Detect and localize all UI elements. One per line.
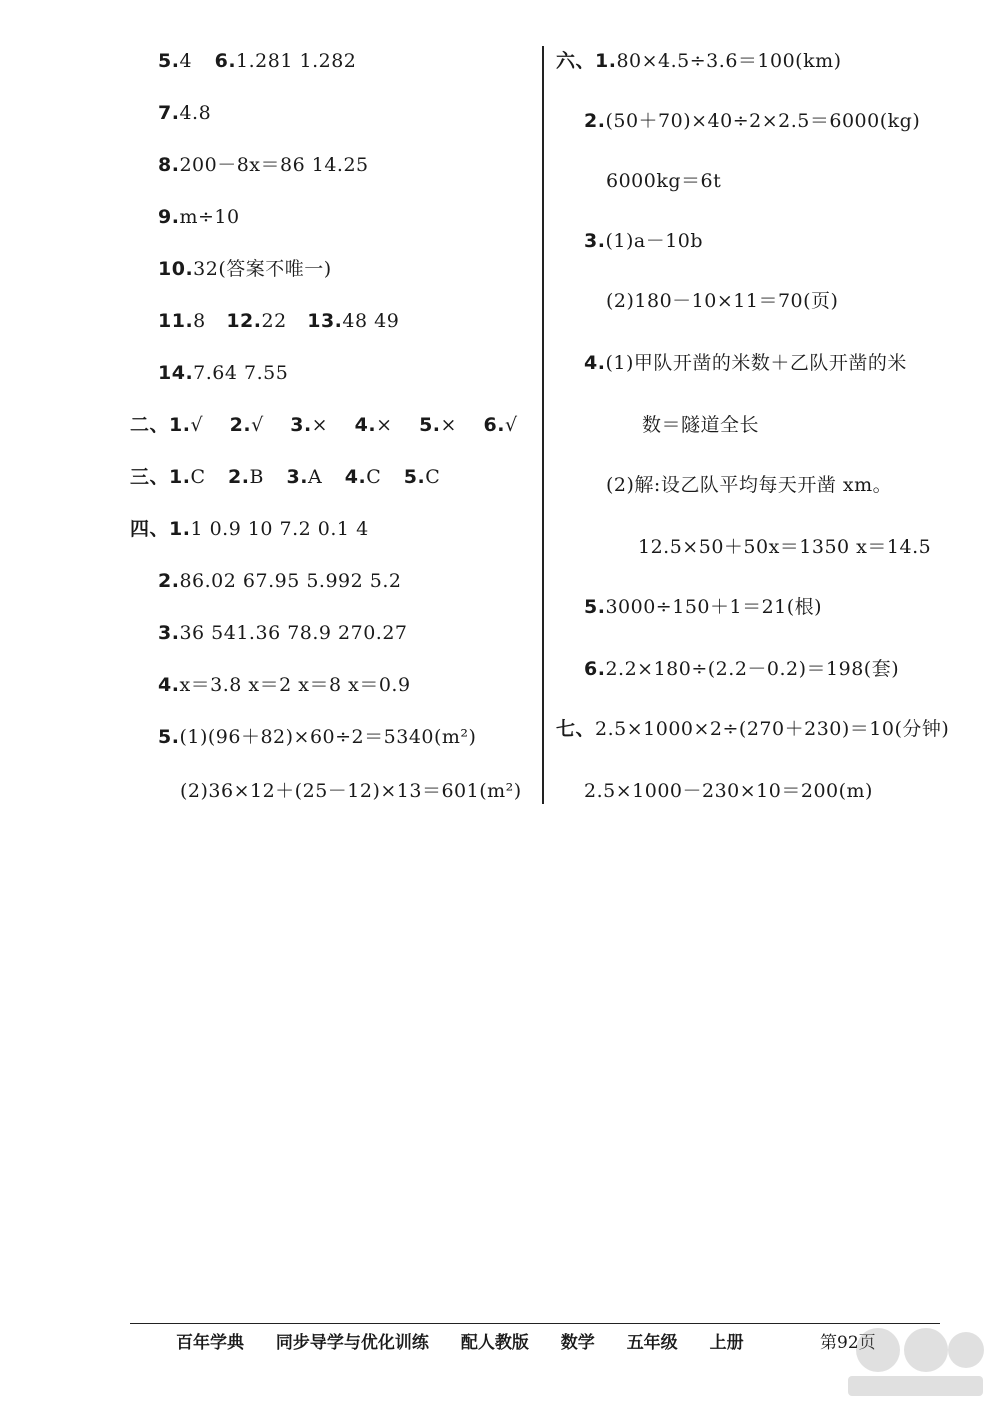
item-label: 4. — [158, 674, 180, 696]
answer-line — [642, 412, 759, 438]
answer-line — [158, 672, 411, 698]
item-label: 5. — [584, 596, 606, 618]
item-text: (1)甲队开凿的米数＋乙队开凿的米 — [605, 352, 907, 374]
item-label: 8. — [158, 154, 180, 176]
answer-line — [584, 350, 907, 376]
item-label: 2. — [584, 110, 606, 132]
answer-line — [584, 228, 703, 254]
item-label: 3. — [290, 414, 312, 436]
item-label: 10. — [158, 258, 194, 280]
item-label: 4. — [354, 414, 377, 436]
item-label: 3. — [158, 622, 180, 644]
item-label: 5. — [158, 50, 180, 72]
item-label: 5. — [419, 414, 441, 436]
item-text: 8 — [193, 310, 206, 332]
answer-line — [158, 568, 401, 594]
answer-line — [158, 724, 476, 750]
answer-line — [158, 204, 240, 230]
answer-line — [158, 360, 288, 386]
item-text: x＝3.8 x＝2 x＝8 x＝0.9 — [179, 674, 411, 696]
item-label: 2. — [228, 466, 250, 488]
item-text: 1.281 1.282 — [236, 50, 357, 72]
item-label: 四、1. — [130, 518, 191, 540]
item-text: B — [249, 466, 264, 488]
book-name: 百年学典 — [176, 1333, 244, 1353]
answer-line — [130, 412, 518, 438]
item-text: √ — [190, 414, 204, 436]
answer-line — [158, 48, 356, 74]
item-text: 200－8x＝86 14.25 — [179, 154, 369, 176]
answer-line — [606, 472, 892, 498]
footer-info — [176, 1328, 766, 1353]
item-label: 六、1. — [556, 50, 617, 72]
answer-line — [130, 516, 369, 542]
item-text: 36 541.36 78.9 270.27 — [179, 622, 408, 644]
series-name: 同步导学与优化训练 — [275, 1333, 429, 1353]
answer-line — [584, 778, 873, 804]
item-text: 80×4.5÷3.6＝100(km) — [616, 50, 842, 72]
item-text: 32(答案不唯一) — [193, 258, 332, 280]
item-label: 14. — [158, 362, 194, 384]
answer-line — [158, 620, 408, 646]
answer-line — [584, 108, 920, 134]
item-label: 11. — [158, 310, 194, 332]
item-label: 6. — [584, 658, 606, 680]
item-text: (2)解:设乙队平均每天开凿 xm。 — [606, 474, 893, 496]
item-label: 2. — [229, 414, 252, 436]
answer-line — [180, 778, 522, 804]
page-number: 第92页 — [820, 1333, 876, 1353]
item-text: (2)180－10×11＝70(页) — [606, 290, 839, 312]
item-text: C — [425, 466, 441, 488]
item-text: 86.02 67.95 5.992 5.2 — [179, 570, 402, 592]
item-text: 6000kg＝6t — [606, 170, 722, 192]
item-text: 12.5×50＋50x＝1350 x＝14.5 — [638, 536, 932, 558]
volume: 上册 — [709, 1333, 744, 1353]
item-text: × — [376, 414, 393, 436]
item-text: C — [366, 466, 382, 488]
item-label: 三、1. — [130, 466, 191, 488]
item-label: 七、 — [556, 718, 596, 740]
item-text: (50＋70)×40÷2×2.5＝6000(kg) — [605, 110, 921, 132]
answer-line — [638, 534, 931, 560]
item-text: 3000÷150＋1＝21(根) — [605, 596, 823, 618]
item-text: C — [190, 466, 206, 488]
item-label: 4. — [344, 466, 367, 488]
item-text: × — [311, 414, 329, 436]
item-text: (2)36×12＋(25－12)×13＝601(m²) — [180, 780, 522, 802]
item-text: 48 49 — [342, 310, 400, 332]
item-label: 6. — [214, 50, 237, 72]
item-label: 9. — [158, 206, 180, 228]
item-text: A — [307, 466, 323, 488]
answer-line — [130, 464, 440, 490]
answer-line — [158, 256, 332, 282]
subject: 数学 — [560, 1333, 595, 1353]
watermark-logo — [838, 1320, 988, 1400]
item-text: √ — [504, 414, 518, 436]
answer-line — [606, 168, 721, 194]
item-text: 2.5×1000×2÷(270＋230)＝10(分钟) — [595, 718, 950, 740]
item-label: 5. — [158, 726, 180, 748]
answer-line — [584, 594, 822, 620]
item-text: 4 — [179, 50, 193, 72]
answer-line — [584, 656, 899, 682]
answer-line — [556, 716, 949, 742]
footer-rule — [130, 1323, 940, 1324]
item-text: 4.8 — [179, 102, 212, 124]
answer-line — [606, 288, 838, 314]
item-label: 7. — [158, 102, 180, 124]
item-text: 1 0.9 10 7.2 0.1 4 — [190, 518, 369, 540]
item-label: 3. — [584, 230, 606, 252]
answer-line — [158, 100, 211, 126]
item-text: 2.5×1000－230×10＝200(m) — [584, 780, 873, 802]
item-label: 5. — [403, 466, 426, 488]
item-text: (1)a－10b — [605, 230, 704, 252]
answer-line — [158, 152, 369, 178]
item-label: 二、1. — [130, 414, 191, 436]
item-text: 7.64 7.55 — [193, 362, 289, 384]
item-text: m÷10 — [179, 206, 240, 228]
item-label: 2. — [158, 570, 180, 592]
column-divider — [542, 46, 544, 804]
answer-line — [158, 308, 399, 334]
item-text: 22 — [261, 310, 287, 332]
item-text: 2.2×180÷(2.2－0.2)＝198(套) — [605, 658, 900, 680]
item-text: × — [440, 414, 457, 436]
item-text: (1)(96＋82)×60÷2＝5340(m²) — [179, 726, 477, 748]
item-label: 13. — [307, 310, 343, 332]
edition: 配人教版 — [460, 1333, 529, 1353]
item-text: √ — [251, 414, 264, 436]
item-label: 6. — [483, 414, 505, 436]
item-label: 4. — [584, 352, 606, 374]
answer-line — [556, 48, 842, 74]
item-text: 数＝隧道全长 — [642, 414, 760, 436]
item-label: 12. — [226, 310, 262, 332]
grade: 五年级 — [626, 1333, 678, 1353]
item-label: 3. — [286, 466, 308, 488]
